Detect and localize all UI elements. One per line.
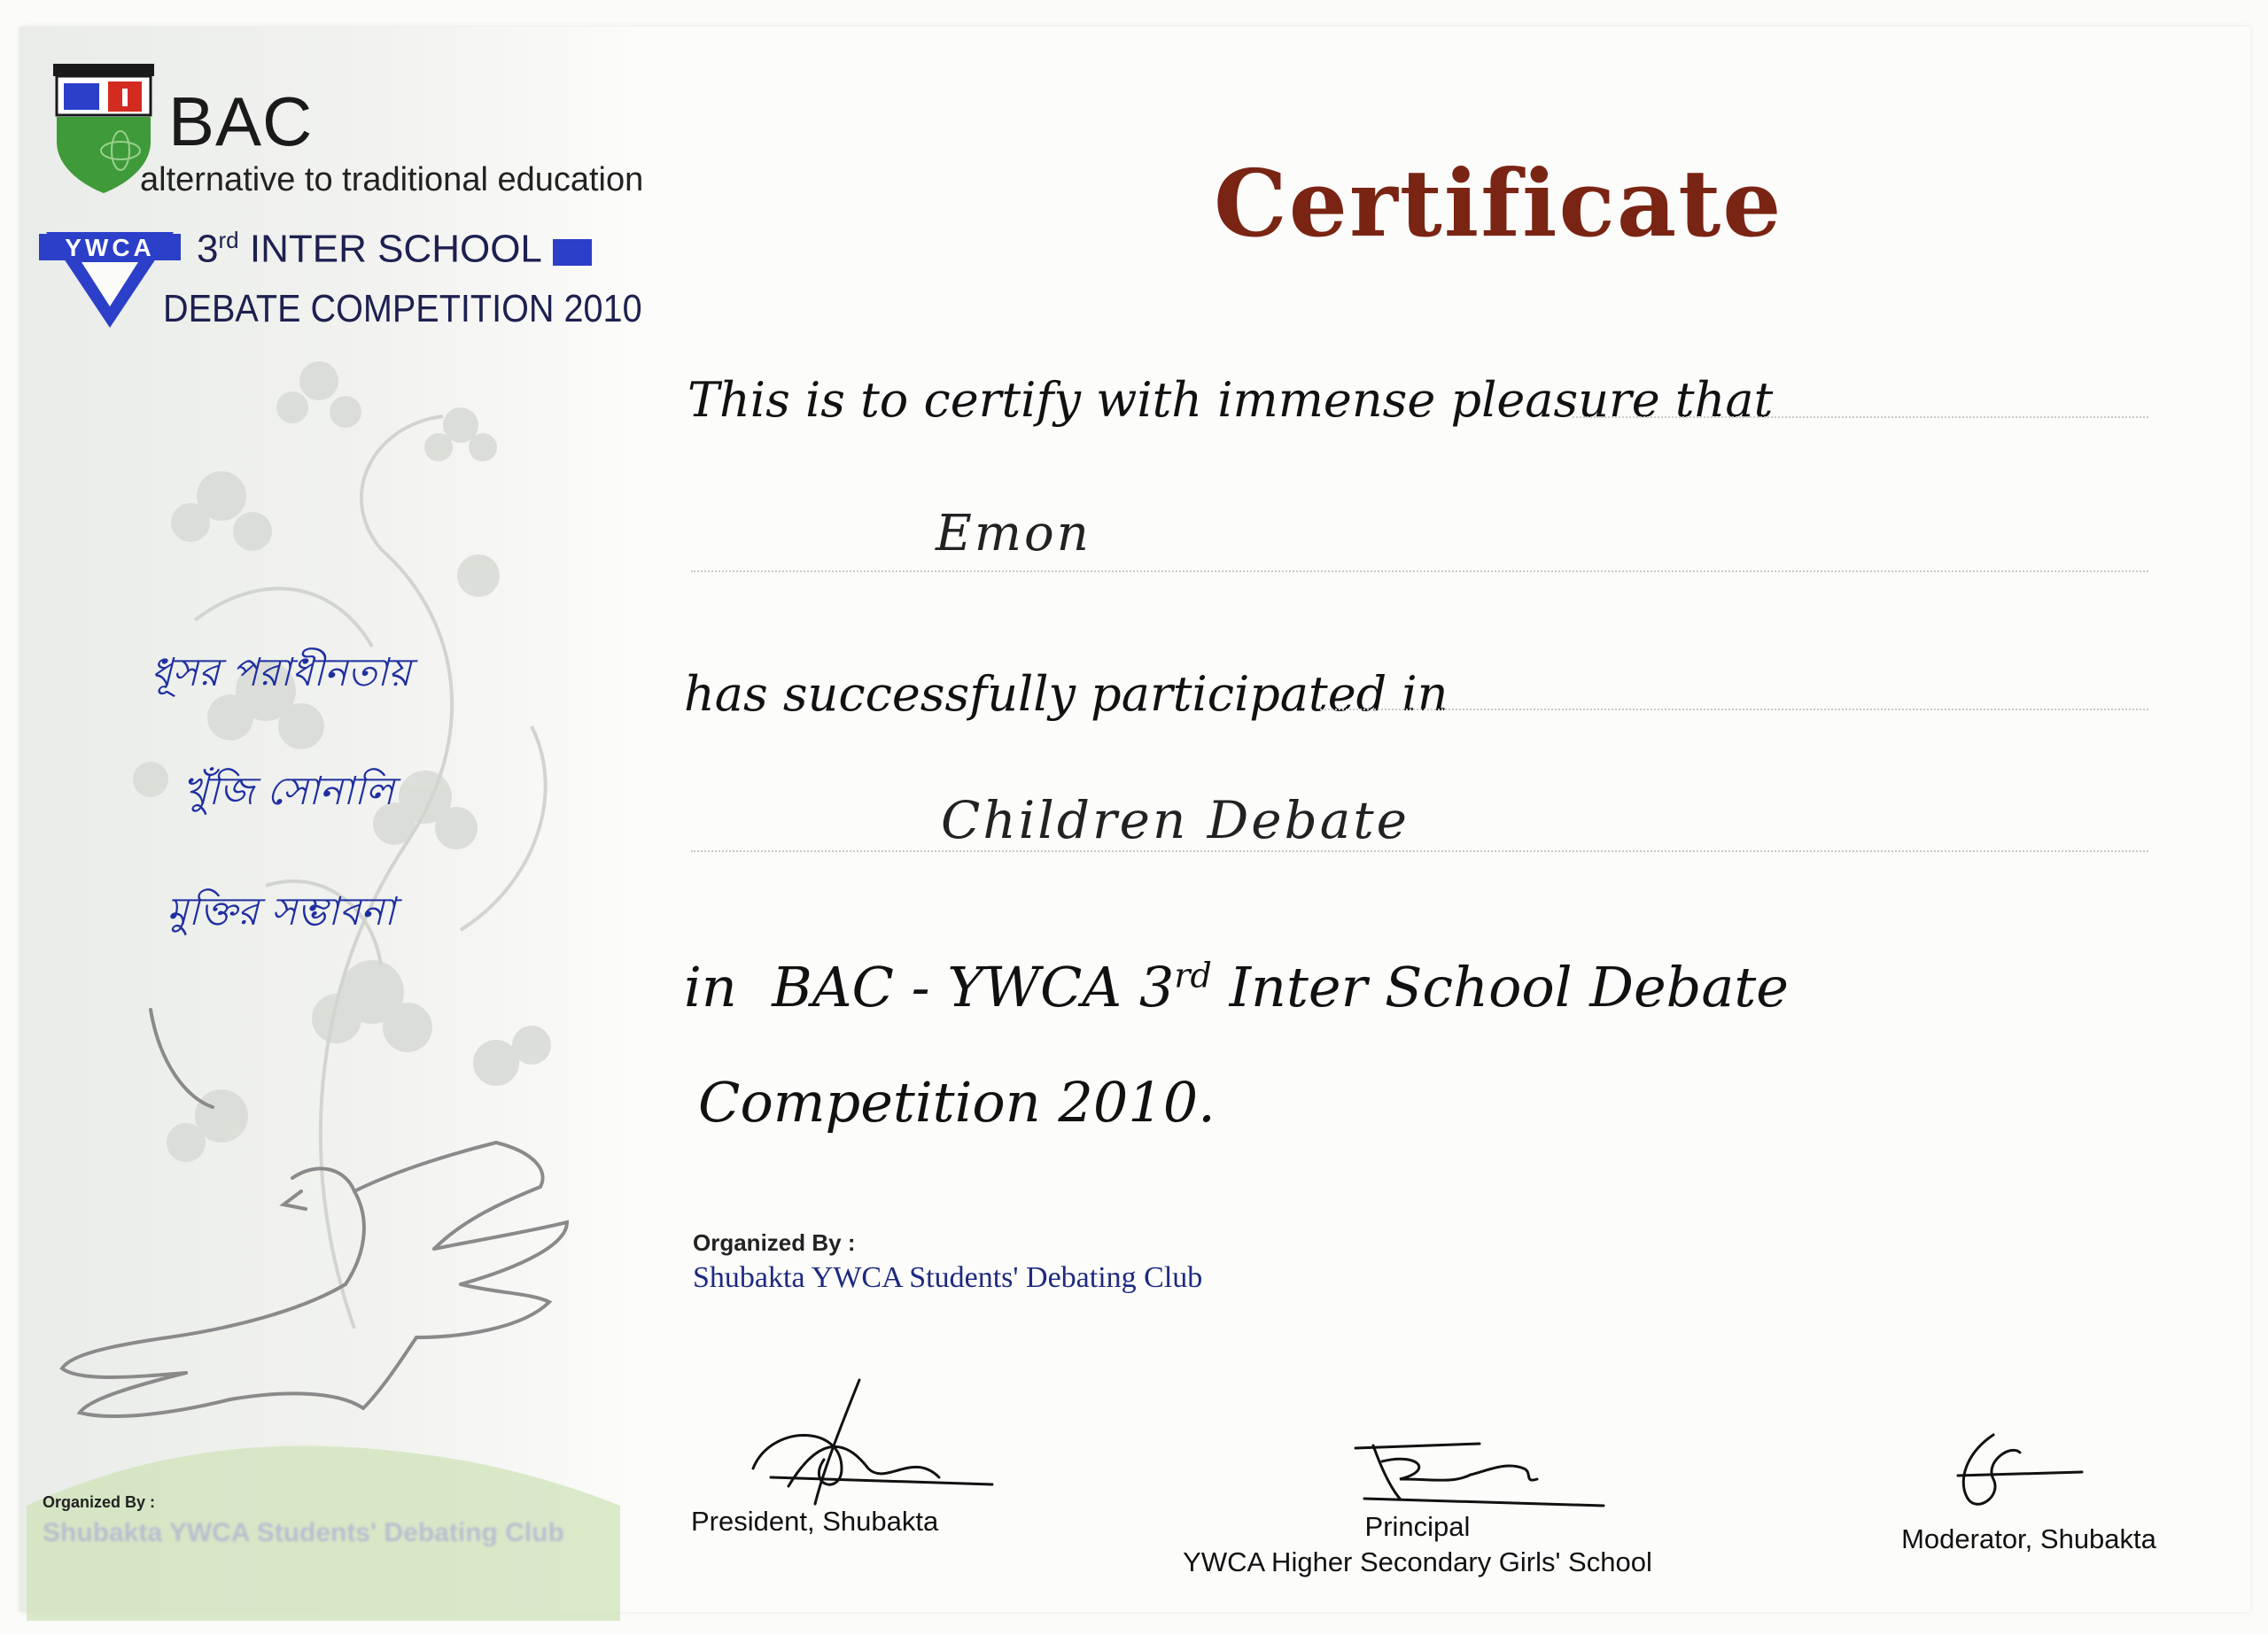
organizer-small-label: Organized By : (43, 1493, 156, 1511)
organizer-name: Shubakta YWCA Students' Debating Club (693, 1261, 1203, 1294)
ywca-triangle-icon (39, 232, 181, 329)
organizer-label: Organized By : (693, 1229, 856, 1256)
event-title-line2: DEBATE COMPETITION 2010 (163, 287, 642, 330)
event-title-line1: 3rd INTER SCHOOL (197, 227, 542, 271)
event-line: in BAC - YWCA 3rd Inter School Debate (684, 955, 1789, 1019)
bengali-line-3: মুক্তির সম্ভাবনা (167, 889, 396, 934)
bengali-line-1: ধূসর পরাধীনতায় (151, 650, 411, 695)
bengali-line-2: খুঁজি সোনালি (183, 769, 394, 814)
dotted-line-4 (691, 850, 2148, 852)
moderator-signature (1931, 1426, 2091, 1523)
principal-signature (1347, 1435, 1612, 1515)
principal-school: YWCA Higher Secondary Girls' School (1183, 1546, 1652, 1577)
certify-line: This is to certify with immense pleasure that (687, 372, 1774, 428)
moderator-title: Moderator, Shubakta (1901, 1523, 2156, 1554)
principal-title: Principal (1364, 1511, 1471, 1542)
organizer-small-name: Shubakta YWCA Students' Debating Club (43, 1518, 564, 1547)
president-signature (735, 1371, 1001, 1513)
certificate-title: Certificate (1214, 149, 1783, 258)
participated-line: has successfully participated in (684, 666, 1449, 722)
dotted-line-3 (1320, 709, 2148, 710)
president-title: President, Shubakta (691, 1506, 939, 1537)
book-icon (64, 83, 99, 110)
dotted-line-2 (691, 570, 2148, 572)
brand-title: BAC (168, 82, 314, 160)
blue-square-mark (553, 239, 592, 266)
event-handwritten: Children Debate (941, 790, 1410, 850)
event-line-2: Competition 2010. (698, 1070, 1216, 1135)
participant-name: Emon (936, 505, 1091, 562)
brand-tagline: alternative to traditional education (140, 161, 644, 198)
dotted-line-1 (1573, 416, 2148, 418)
ywca-mark: YWCA (65, 234, 155, 261)
